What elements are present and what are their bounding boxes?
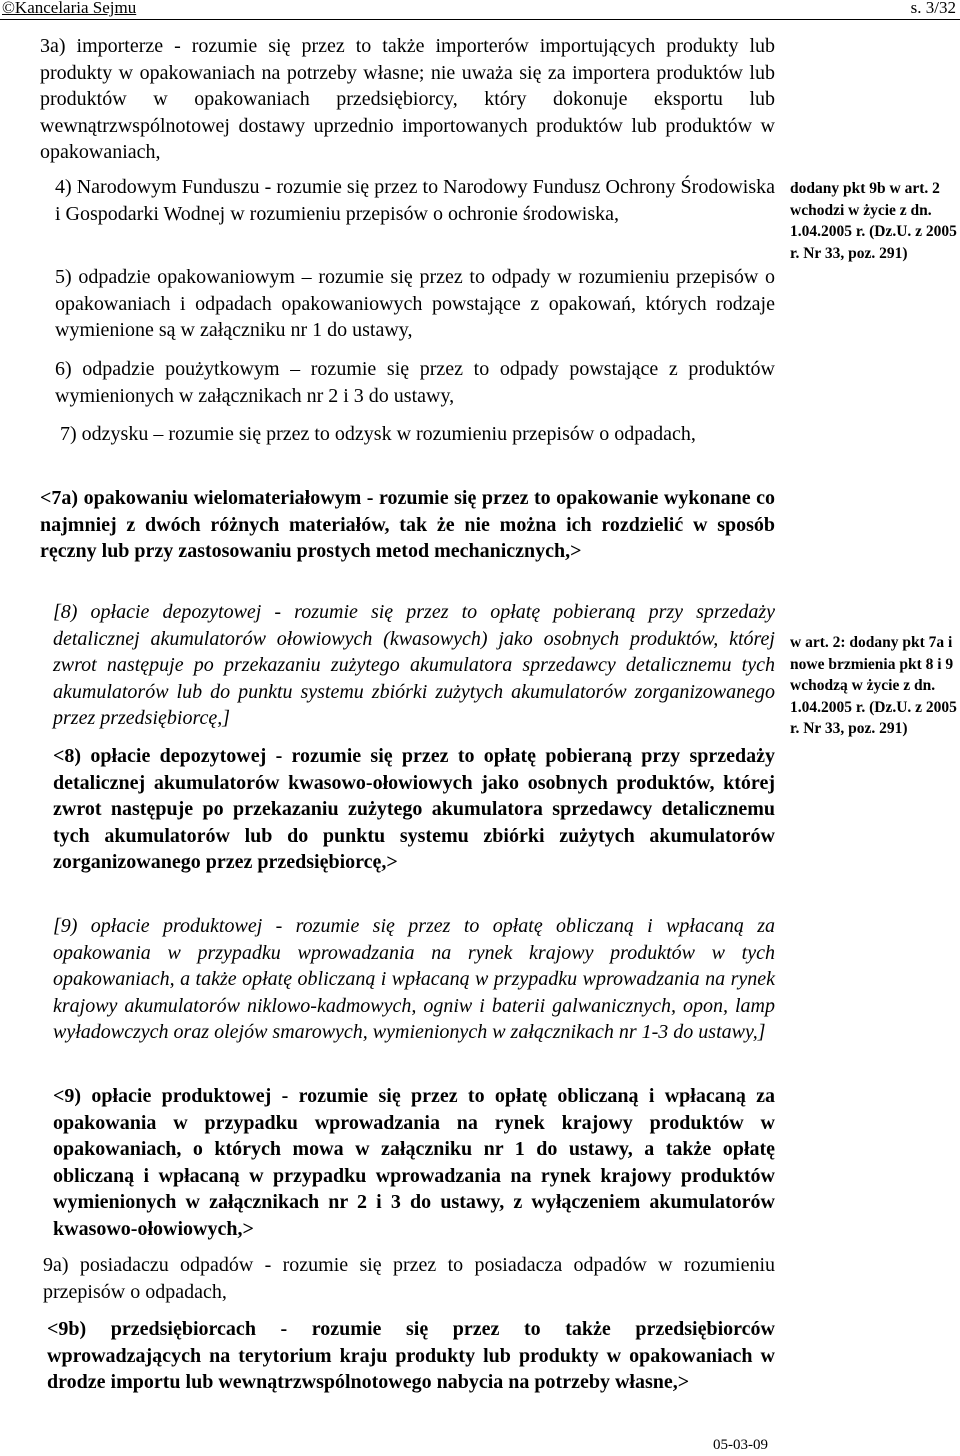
paragraph-9-old: [9) opłacie produktowej - rozumie się przez to opłatę obliczaną i wpłacaną za opakowania w przypadku wprowadzania na rynek krajowy produktów w tych opakowaniach, a także opłatę obliczaną i wpłacaną w przypadku wprowadzania na rynek krajowy akumulatorów niklowo-kadmowych, ogniw i baterii galwanicznych, opon, lamp wyładowczych oraz olejów smarowych, wymienionych w załącznikach nr 1-3 do ustawy,]: [53, 915, 775, 1043]
paragraph-5: 5) odpadzie opakowaniowym – rozumie się przez to odpady w rozumieniu przepisów o opakowaniach i odpadach opakowaniowych powstające z opakowań, których rodzaje wymienione są w załączniku nr 1 do ustawy,: [55, 266, 775, 341]
paragraph-8-new: <8) opłacie depozytowej - rozumie się przez to opłatę pobieraną przy sprzedaży detalicznej akumulatorów kwasowo-ołowiowych jako osobnych produktów, której zwrot następuje po przekazaniu zużytego akumulatora sprzedawcy detalicznemu tych akumulatorów lub do punktu systemu zbiórki zużytych akumulatorów zorganizowanego przez przedsiębiorcę,>: [53, 745, 775, 873]
copyright-header: ©Kancelaria Sejmu: [2, 0, 137, 17]
paragraph-9b: <9b) przedsiębiorcach - rozumie się przez to także przedsiębiorców wprowadzających na terytorium kraju produkty lub produkty w opakowaniach w drodze importu lub wewnątrzwspólnotowego nabycia na potrzeby własne,>: [47, 1318, 775, 1393]
margin-note-9b: dodany pkt 9b w art. 2 wchodzi w życie z dn. 1.04.2005 r. (Dz.U. z 2005 r. Nr 33, poz. 291): [790, 180, 957, 262]
page-number: s. 3/32: [910, 0, 956, 17]
paragraph-3a: 3a) importerze - rozumie się przez to także importerów importujących produkty lub produkty w opakowaniach na potrzeby własne; nie uważa się za importera produktów lub produktów w opakowaniach przedsiębiorcy, który dokonuje eksportu lub wewnątrzwspólnotowej dostawy uprzednio importowanych produktów lub produktów w opakowaniach,: [40, 35, 775, 163]
margin-note-7a-8-9: w art. 2: dodany pkt 7a i nowe brzmienia pkt 8 i 9 wchodzą w życie z dn. 1.04.2005 r. (Dz.U. z 2005 r. Nr 33, poz. 291): [790, 634, 957, 737]
header-rule: [0, 19, 960, 20]
paragraph-6: 6) odpadzie poużytkowym – rozumie się przez to odpady powstające z produktów wymienionych w załącznikach nr 2 i 3 do ustawy,: [55, 358, 775, 407]
paragraph-7: 7) odzysku – rozumie się przez to odzysk w rozumieniu przepisów o odpadach,: [60, 423, 696, 445]
footer-date: 05-03-09: [713, 1437, 768, 1453]
paragraph-9-new: <9) opłacie produktowej - rozumie się przez to opłatę obliczaną i wpłacaną za opakowania w przypadku wprowadzania na rynek krajowy produktów w opakowaniach, o których mowa w załączniku nr 1 do ustawy, a także opłatę obliczaną i wpłacaną w przypadku wprowadzania na rynek krajowy produktów wymienionych w załącznikach nr 2 i 3 do ustawy, z wyłączeniem akumulatorów kwasowo-ołowiowych,>: [53, 1085, 775, 1240]
paragraph-9a: 9a) posiadaczu odpadów - rozumie się przez to posiadacza odpadów w rozumieniu przepisów o odpadach,: [43, 1254, 775, 1303]
paragraph-8-old: [8) opłacie depozytowej - rozumie się przez to opłatę pobieraną przy sprzedaży detalicznej akumulatorów ołowiowych (kwasowych) jako osobnych produktów, której zwrot następuje po przekazaniu zużytego akumulatora sprzedawcy detalicznemu tych akumulatorów lub do punktu systemu zbiórki zużytych akumulatorów zorganizowanego przez przedsiębiorcę,]: [53, 601, 775, 729]
paragraph-7a: <7a) opakowaniu wielomateriałowym - rozumie się przez to opakowanie wykonane co najmniej z dwóch różnych materiałów, tak że nie można ich rozdzielić w sposób ręczny lub przy zastosowaniu prostych metod mechanicznych,>: [40, 487, 775, 562]
paragraph-4: 4) Narodowym Funduszu - rozumie się przez to Narodowy Fundusz Ochrony Środowiska i Gospodarki Wodnej w rozumieniu przepisów o ochronie środowiska,: [55, 176, 775, 225]
